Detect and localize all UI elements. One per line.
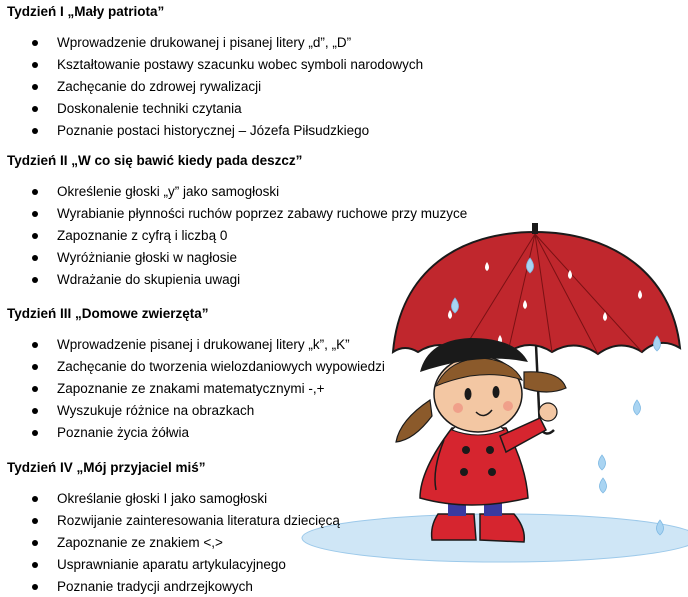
list-item-text: Poznanie tradycji andrzejkowych — [57, 579, 253, 594]
bullet-icon — [32, 211, 38, 217]
list-item-text: Doskonalenie techniki czytania — [57, 101, 242, 116]
bullet-icon — [32, 277, 38, 283]
bullet-icon — [32, 106, 38, 112]
bullet-icon — [32, 233, 38, 239]
bullet-icon — [32, 540, 38, 546]
list-item-text: Wprowadzenie pisanej i drukowanej litery „k”, „K” — [57, 337, 350, 352]
bullet-icon — [32, 386, 38, 392]
bullet-icon — [32, 84, 38, 90]
bullet-icon — [32, 189, 38, 195]
bullet-icon — [32, 562, 38, 568]
list-item-text: Zachęcanie do zdrowej rywalizacji — [57, 79, 262, 94]
list-item-text: Poznanie życia żółwia — [57, 425, 190, 440]
list-item-text: Wprowadzenie drukowanej i pisanej litery „d”, „D” — [57, 35, 352, 50]
bullet-icon — [32, 496, 38, 502]
bullet-icon — [32, 342, 38, 348]
list-item-text: Kształtowanie postawy szacunku wobec symboli narodowych — [57, 57, 424, 72]
week-title: Tydzień III „Domowe zwierzęta” — [7, 306, 209, 321]
bullet-icon — [32, 430, 38, 436]
list-item-text: Wdrażanie do skupienia uwagi — [57, 272, 241, 287]
bullet-icon — [32, 128, 38, 134]
list-item-text: Zapoznanie ze znakiem <,> — [57, 535, 223, 550]
week-title: Tydzień IV „Mój przyjaciel miś” — [7, 460, 206, 475]
list-item-text: Poznanie postaci historycznej – Józefa Piłsudzkiego — [57, 123, 370, 138]
list-item-text: Rozwijanie zainteresowania literatura dziecięcą — [57, 513, 340, 528]
week-title: Tydzień I „Mały patriota” — [7, 4, 165, 19]
bullet-icon — [32, 255, 38, 261]
list-item-text: Zapoznanie z cyfrą i liczbą 0 — [57, 228, 228, 243]
list-item-text: Zachęcanie do tworzenia wielozdaniowych wypowiedzi — [57, 359, 385, 374]
list-item-text: Wyszukuje różnice na obrazkach — [57, 403, 255, 418]
bullet-icon — [32, 62, 38, 68]
list-item-text: Określanie głoski I jako samogłoski — [57, 491, 268, 506]
week-title: Tydzień II „W co się bawić kiedy pada deszcz” — [7, 153, 303, 168]
bullet-icon — [32, 364, 38, 370]
list-item-text: Określenie głoski „y” jako samogłoski — [57, 184, 280, 199]
list-item-text: Wyrabianie płynności ruchów poprzez zabawy ruchowe przy muzyce — [57, 206, 468, 221]
bullet-icon — [32, 584, 38, 590]
list-item-text: Zapoznanie ze znakami matematycznymi -,+ — [57, 381, 325, 396]
bullet-icon — [32, 408, 38, 414]
bullet-icon — [32, 40, 38, 46]
bullet-icon — [32, 518, 38, 524]
list-item-text: Wyróżnianie głoski w nagłosie — [57, 250, 237, 265]
list-item-text: Usprawnianie aparatu artykulacyjnego — [57, 557, 286, 572]
